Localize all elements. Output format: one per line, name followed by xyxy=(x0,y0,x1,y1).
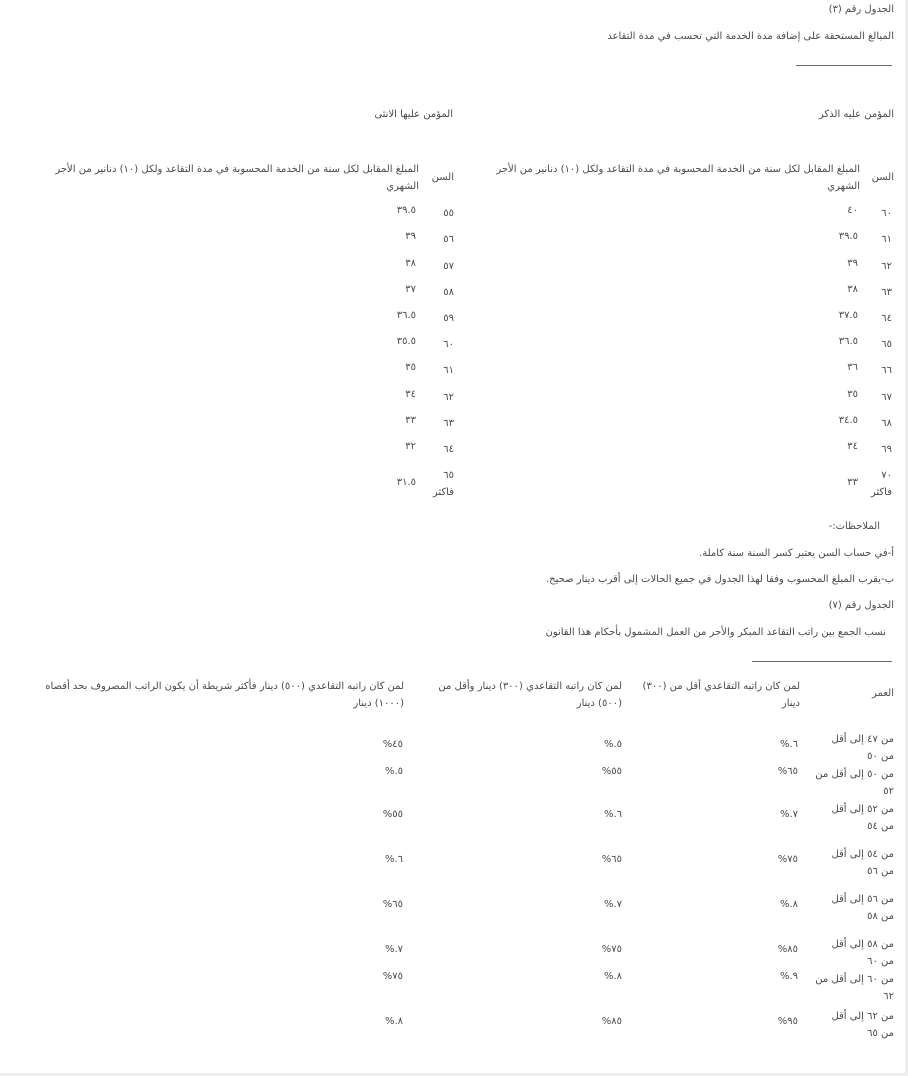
table-row: ٣٥ xyxy=(405,362,416,373)
table-row: ٦٣ xyxy=(881,287,892,298)
table-row: ٣٥ xyxy=(847,389,858,400)
table-row: ٦٣ xyxy=(443,418,454,429)
table-row: ٣٧.٥ xyxy=(838,310,858,321)
table-row: ٧٥% xyxy=(382,971,403,982)
table-row: ٧٠ فاكثر xyxy=(870,470,892,498)
table-row: من ٦٢ إلى أقل من ٦٥ xyxy=(831,1011,894,1039)
table-row: ٥.% xyxy=(384,766,403,777)
table-row: ٣٩ xyxy=(847,258,858,269)
table-row: ٦٤ xyxy=(443,444,454,455)
table-row: ٧.% xyxy=(603,899,622,910)
table-row: من ٦٠ إلى أقل من ٦٢ xyxy=(815,974,894,1002)
table-row: ٩.% xyxy=(779,971,798,982)
female-heading: المؤمن عليها الانثى xyxy=(374,109,453,120)
table-row: ٤٠ xyxy=(847,205,858,216)
table-row: ٨٥% xyxy=(777,944,798,955)
table-row: ٥٥% xyxy=(601,766,622,777)
table-row: ٥٨ xyxy=(443,287,454,298)
table-row: ٣٤.٥ xyxy=(838,415,858,426)
table-row: ٨.% xyxy=(384,1016,403,1027)
divider-rule xyxy=(752,661,892,662)
table-row: ٦٠ xyxy=(881,208,892,219)
table-row: ٦٠ xyxy=(443,339,454,350)
table-row: ٣٦ xyxy=(847,362,858,373)
table-row: ٥٦ xyxy=(443,234,454,245)
table-row: من ٥٦ إلى أقل من ٥٨ xyxy=(831,894,894,922)
table-row: ٧.% xyxy=(779,809,798,820)
note-a: أ-في حساب السن يعتبر كسر السنة سنة كاملة. xyxy=(699,548,894,559)
table7-title: الجدول رقم (٧) xyxy=(828,600,894,611)
table-row: ٥٧ xyxy=(443,261,454,272)
table-row: ٧٥% xyxy=(601,944,622,955)
male-amount-header: المبلغ المقابل لكل سنة من الخدمة المحسوبة في مدة التقاعد ولكل (١٠) دنانير من الأجر الشهري xyxy=(496,164,860,192)
table7-col2-header: لمن كان راتبه التقاعدي (٣٠٠) دينار وأقل من (٥٠٠) دينار xyxy=(438,681,622,709)
table-row: ٣٥.٥ xyxy=(396,336,416,347)
table-row: ٩٥% xyxy=(777,1016,798,1027)
table-row: من ٥٨ إلى أقل من ٦٠ xyxy=(831,939,894,967)
table-row: ٦١ xyxy=(443,365,454,376)
table-row: من ٥٠ إلى أقل من ٥٢ xyxy=(815,769,894,797)
table-row: ٦.% xyxy=(603,809,622,820)
table-row: ٨.% xyxy=(779,899,798,910)
table-row: ٦٧ xyxy=(881,392,892,403)
table-row: ٥٥ xyxy=(443,208,454,219)
table-row: ٦.% xyxy=(779,739,798,750)
table-row: ٦٢ xyxy=(881,261,892,272)
notes-title: الملاحظات:- xyxy=(828,521,880,532)
female-age-header: السن xyxy=(431,172,454,183)
table-row: ٣٣ xyxy=(847,477,858,488)
table-row: ٦٤ xyxy=(881,313,892,324)
table-row: ٦.% xyxy=(384,854,403,865)
table7-age-header: العمر xyxy=(872,688,894,699)
table-row: من ٤٧ إلى أقل من ٥٠ xyxy=(831,734,894,762)
table7-col3-header: لمن كان راتبه التقاعدي (٥٠٠) دينار فأكثر شريطة أن يكون الراتب المصروف بحد أقصاه (١٠٠٠) دينار xyxy=(45,681,404,709)
table-row: ٣٩.٥ xyxy=(396,205,416,216)
table3-title: الجدول رقم (٣) xyxy=(828,4,894,15)
table-row: من ٥٤ إلى أقل من ٥٦ xyxy=(831,849,894,877)
table-row: ٣٩ xyxy=(405,231,416,242)
table-row: ٦٥% xyxy=(382,899,403,910)
table-row: ٨٥% xyxy=(601,1016,622,1027)
table3-subtitle: المبالغ المستحقة على إضافة مدة الخدمة التي تحسب في مدة التقاعد xyxy=(607,31,894,42)
table-row: ٦٥% xyxy=(777,766,798,777)
table-row: ٣٤ xyxy=(847,441,858,452)
table-row: ٣٢ xyxy=(405,441,416,452)
table-row: ٣٩.٥ xyxy=(838,231,858,242)
female-amount-header: المبلغ المقابل لكل سنة من الخدمة المحسوبة في مدة التقاعد ولكل (١٠) دنانير من الأجر الشهري xyxy=(55,164,419,192)
table-row: ٣٦.٥ xyxy=(396,310,416,321)
table-row: ٥٩ xyxy=(443,313,454,324)
table7-col1-header: لمن كان راتبه التقاعدي أقل من (٣٠٠) دينار xyxy=(642,681,800,709)
table-row: ٦٦ xyxy=(881,365,892,376)
table-row: ٦٨ xyxy=(881,418,892,429)
male-age-header: السن xyxy=(871,172,894,183)
divider-rule xyxy=(796,65,892,66)
table-row: من ٥٢ إلى أقل من ٥٤ xyxy=(831,804,894,832)
table-row: ٧.% xyxy=(384,944,403,955)
table-row: ٧٥% xyxy=(777,854,798,865)
table-row: ٥٥% xyxy=(382,809,403,820)
table-row: ٣٣ xyxy=(405,415,416,426)
table-row: ٣٦.٥ xyxy=(838,336,858,347)
male-heading: المؤمن عليه الذكر xyxy=(818,109,894,120)
table-row: ٦١ xyxy=(881,234,892,245)
table-row: ٣٧ xyxy=(405,284,416,295)
table-row: ٦٩ xyxy=(881,444,892,455)
table-row: ٣٤ xyxy=(405,389,416,400)
table-row: ٦٥ فاكثر xyxy=(432,470,454,498)
table-row: ٣١.٥ xyxy=(396,477,416,488)
table-row: ٦٥ xyxy=(881,339,892,350)
table-row: ٦٢ xyxy=(443,392,454,403)
table-row: ٦٥% xyxy=(601,854,622,865)
table-row: ٣٨ xyxy=(847,284,858,295)
table-row: ٨.% xyxy=(603,971,622,982)
table-row: ٣٨ xyxy=(405,258,416,269)
note-b: ب-يقرب المبلغ المحسوب وفقا لهذا الجدول في جميع الحالات إلى أقرب دينار صحيح. xyxy=(545,574,894,585)
table-row: ٤٥% xyxy=(382,739,403,750)
table7-subtitle: نسب الجمع بين راتب التقاعد المبكر والأجر من العمل المشمول بأحكام هذا القانون xyxy=(545,627,886,638)
table-row: ٥.% xyxy=(603,739,622,750)
